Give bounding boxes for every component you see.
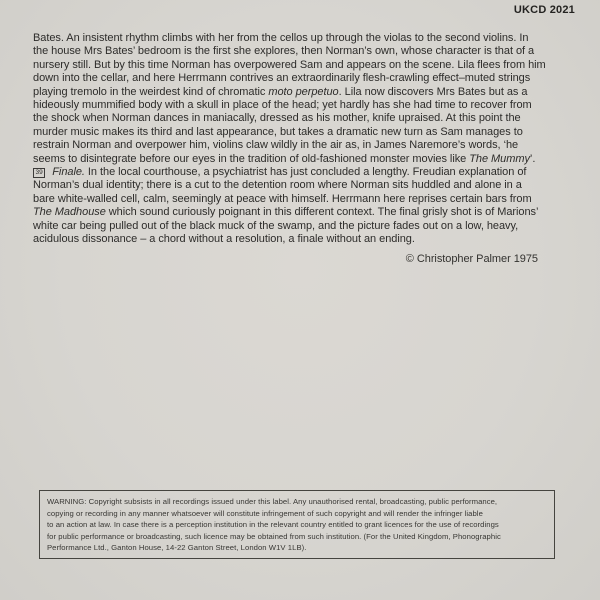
liner-notes	[33, 32, 546, 266]
track-number-box: 39	[33, 168, 45, 178]
catalog-number: UKCD 2021	[513, 4, 575, 16]
warning-text	[47, 496, 548, 554]
copyright-notice: © Christopher Palmer 1975	[405, 252, 538, 265]
notes-text-segment: Bates. An insistent rhythm climbs with her from the cellos up through the violas to the second violins. In the house Mrs Bates’ bedroom is the first she explores, then Norman’s own, whose character is that of a nursery still. But by this time Norman has overpowered Sam and appears on the scene. Lila flees from him down into the cellar, and here Herrmann contrives an extraordinarily flesh-crawling effect–muted strings playing tremolo in the weirdest kind of chromatic	[33, 32, 546, 98]
warning-line: for public performance or broadcasting, such licence may be obtained from such institution. (For the United Kingdom, Phonographic	[47, 531, 501, 541]
notes-paragraph	[33, 166, 546, 246]
notes-text-segment: Finale.	[52, 166, 85, 179]
warning-line: Performance Ltd., Ganton House, 14-22 Ganton Street, London W1V 1LB).	[47, 543, 307, 552]
notes-paragraph	[33, 32, 546, 166]
warning-line: WARNING: Copyright subsists in all recordings issued under this label. Any unauthorised rental, broadcasting, public performance,	[47, 497, 498, 506]
warning-box	[39, 490, 555, 559]
notes-text-segment: moto perpetuo	[268, 85, 339, 98]
notes-paragraphs	[33, 32, 546, 247]
notes-text-segment: The Mummy	[469, 152, 530, 165]
notes-text-segment: . Lila now discovers Mrs Bates but as a hideously mummified body with a skull in place of the head; yet hardly has she had time to recover from the shock when Norman dances in maniacally, dressed as his mother, knife upraised. At this point the murder music makes its third and last appearance, but takes a dramatic new turn as Sam manages to restrain Norman and overpower him, violins claw wildly in the air as, in James Naremore’s words, ‘he seems to disintegrate before our eyes in the tradition of old-fashioned monster movies like	[33, 85, 532, 165]
notes-text-segment: In the local courthouse, a psychiatrist has just concluded a lengthy. Freudian explanation of Norman’s dual identity; there is a cut to the detention room where Norman sits huddled and alone in a bare white-walled cell, calm, seemingly at peace with himself. Herrmann here reprises certain bars from	[33, 166, 532, 205]
notes-text-segment: which sound curiously poignant in this different context. The final grisly shot is of Marions’ white car being pulled out of the black muck of the swamp, and the picture fades out on a low, heavy, acidulous dissonance – a chord without a resolution, a finale without an ending.	[33, 206, 538, 246]
warning-line: to an action at law. In case there is a perception institution in the relevant country entitled to grant licences for the use of recordings	[47, 520, 499, 529]
warning-line: copying or recording in any manner whatsoever will constitute infringement of such copyright and will render the infringer liable	[47, 508, 483, 518]
notes-text-segment: The Madhouse	[33, 206, 106, 219]
notes-text-segment: ’.	[529, 152, 536, 165]
